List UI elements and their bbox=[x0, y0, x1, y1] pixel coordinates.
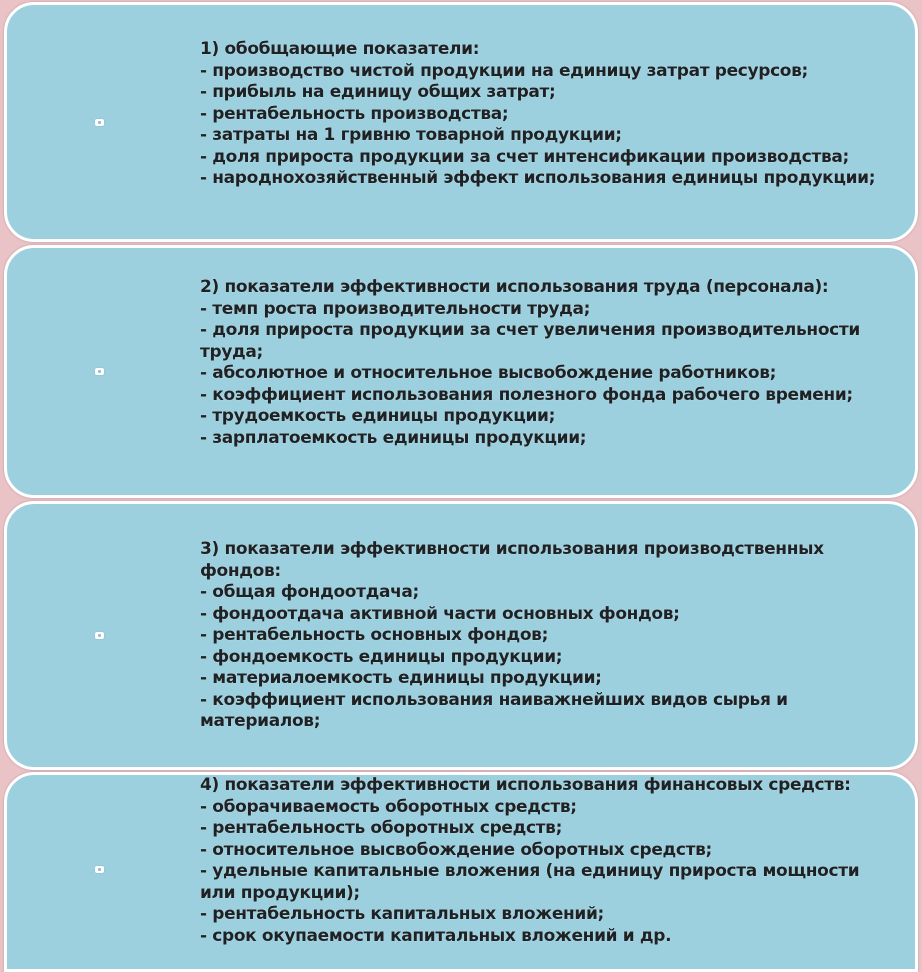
indicator-block-general bbox=[4, 2, 918, 242]
list-item: - коэффициент использования наиважнейших видов сырья и материалов; bbox=[200, 689, 788, 731]
block-title: 2) показатели эффективности использования труда (персонала): bbox=[200, 277, 829, 297]
list-item: - доля прироста продукции за счет интенсификации производства; bbox=[200, 146, 849, 167]
indicator-list bbox=[200, 277, 895, 449]
list-item: - относительное высвобождение оборотных средств; bbox=[200, 839, 712, 860]
indicator-list bbox=[200, 39, 895, 190]
list-item: - затраты на 1 гривню товарной продукции; bbox=[200, 125, 622, 145]
list-item: - материалоемкость единицы продукции; bbox=[200, 668, 602, 688]
list-item: - коэффициент использования полезного фонда рабочего времени; bbox=[200, 384, 853, 405]
block-title: 1) обобщающие показатели: bbox=[200, 39, 480, 59]
indicator-list bbox=[200, 775, 895, 947]
list-item: - срок окупаемости капитальных вложений и др. bbox=[200, 925, 672, 946]
list-item: - темп роста производительности труда; bbox=[200, 298, 591, 319]
block-title: 3) показатели эффективности использования производственных фондов: bbox=[200, 539, 824, 581]
list-item: - прибыль на единицу общих затрат; bbox=[200, 82, 556, 102]
list-item: - рентабельность производства; bbox=[200, 103, 509, 124]
indicator-list bbox=[200, 539, 895, 733]
list-item: - фондоемкость единицы продукции; bbox=[200, 646, 563, 667]
list-item: - общая фондоотдача; bbox=[200, 582, 419, 602]
list-item: - рентабельность капитальных вложений; bbox=[200, 904, 604, 924]
bullet-icon bbox=[95, 119, 104, 126]
block-title: 4) показатели эффективности использования финансовых средств: bbox=[200, 775, 851, 795]
indicator-block-labor bbox=[4, 245, 918, 498]
list-item: - зарплатоемкость единицы продукции; bbox=[200, 427, 587, 448]
bullet-icon bbox=[95, 632, 104, 639]
list-item: - оборачиваемость оборотных средств; bbox=[200, 796, 577, 817]
list-item: - трудоемкость единицы продукции; bbox=[200, 406, 556, 426]
bullet-icon bbox=[95, 866, 104, 873]
list-item: - рентабельность основных фондов; bbox=[200, 625, 549, 645]
list-item: - доля прироста продукции за счет увеличения производительности труда; bbox=[200, 320, 860, 362]
list-item: - фондоотдача активной части основных фондов; bbox=[200, 603, 680, 624]
list-item: - народнохозяйственный эффект использования единицы продукции; bbox=[200, 168, 876, 188]
list-item: - удельные капитальные вложения (на единицу прироста мощности или продукции); bbox=[200, 861, 860, 903]
list-item: - абсолютное и относительное высвобождение работников; bbox=[200, 363, 777, 383]
list-item: - производство чистой продукции на единицу затрат ресурсов; bbox=[200, 60, 808, 81]
bullet-icon bbox=[95, 368, 104, 375]
indicator-block-production-assets bbox=[4, 501, 918, 770]
list-item: - рентабельность оборотных средств; bbox=[200, 818, 563, 838]
indicator-block-financial bbox=[4, 772, 918, 972]
